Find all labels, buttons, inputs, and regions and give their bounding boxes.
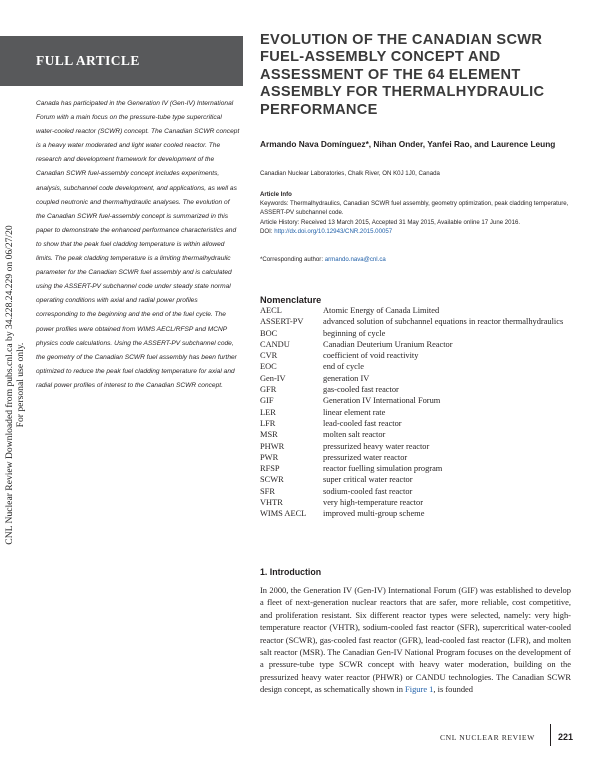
introduction-body bbox=[260, 584, 571, 696]
nomenclature-definition: lead-cooled fast reactor bbox=[323, 418, 402, 428]
nomenclature bbox=[260, 295, 580, 520]
doi-prefix: DOI: bbox=[260, 227, 275, 235]
nomenclature-row bbox=[260, 474, 580, 485]
nomenclature-definition: Canadian Deuterium Uranium Reactor bbox=[323, 339, 453, 349]
doi-link[interactable]: http://dx.doi.org/10.12943/CNR.2015.00057 bbox=[274, 227, 393, 235]
nomenclature-definition: pressurized heavy water reactor bbox=[323, 441, 430, 451]
nomenclature-abbr: PHWR bbox=[260, 441, 285, 451]
article-history: Article History: Received 13 March 2015, Accepted 31 May 2015, Available online 17 June 2016. bbox=[260, 218, 521, 226]
nomenclature-row bbox=[260, 339, 580, 350]
nomenclature-row bbox=[260, 463, 580, 474]
nomenclature-abbr: GIF bbox=[260, 396, 274, 406]
nomenclature-abbr: EOC bbox=[260, 362, 277, 372]
nomenclature-definition: advanced solution of subchannel equations in reactor thermalhydraulics bbox=[323, 317, 564, 327]
nomenclature-row bbox=[260, 486, 580, 497]
nomenclature-abbr: LFR bbox=[260, 418, 276, 428]
nomenclature-row bbox=[260, 407, 580, 418]
nomenclature-row bbox=[260, 395, 580, 406]
corresponding-email-link[interactable]: armando.nava@cnl.ca bbox=[324, 256, 386, 263]
article-title: EVOLUTION OF THE CANADIAN SCWR FUEL-ASSEMBLY CONCEPT AND ASSESSMENT OF THE 64 ELEMENT ASSEMBLY FOR THERMALHYDRAULIC PERFORMANCE bbox=[260, 32, 545, 118]
nomenclature-abbr: CVR bbox=[260, 351, 278, 361]
nomenclature-abbr: Gen-IV bbox=[260, 373, 286, 383]
nomenclature-list bbox=[260, 305, 580, 520]
nomenclature-abbr: CANDU bbox=[260, 339, 290, 349]
nomenclature-definition: super critical water reactor bbox=[323, 475, 413, 485]
nomenclature-abbr: MSR bbox=[260, 430, 278, 440]
watermark-line-1: CNL Nuclear Review Downloaded from pubs.cnl.ca by 34.228.24.229 on 06/27/20 bbox=[4, 225, 15, 545]
nomenclature-abbr: WIMS AECL bbox=[260, 509, 307, 519]
intro-text-end: , is founded bbox=[433, 684, 474, 695]
author-list: Armando Nava Domínguez*, Nihan Onder, Yanfei Rao, and Laurence Leung bbox=[260, 139, 556, 149]
journal-name: CNL NUCLEAR REVIEW bbox=[440, 733, 535, 742]
nomenclature-row bbox=[260, 441, 580, 452]
nomenclature-definition: generation IV bbox=[323, 373, 370, 383]
nomenclature-definition: molten salt reactor bbox=[323, 430, 386, 440]
nomenclature-row bbox=[260, 361, 580, 372]
nomenclature-definition: end of cycle bbox=[323, 362, 364, 372]
nomenclature-row bbox=[260, 429, 580, 440]
nomenclature-abbr: ASSERT-PV bbox=[260, 317, 304, 327]
figure-1-link[interactable]: Figure 1 bbox=[405, 684, 434, 695]
nomenclature-title: Nomenclature bbox=[260, 295, 322, 305]
nomenclature-row bbox=[260, 508, 580, 519]
doi-line bbox=[260, 227, 580, 236]
nomenclature-definition: Atomic Energy of Canada Limited bbox=[323, 306, 440, 315]
nomenclature-row bbox=[260, 497, 580, 508]
nomenclature-definition: coefficient of void reactivity bbox=[323, 351, 419, 361]
nomenclature-definition: very high-temperature reactor bbox=[323, 498, 423, 508]
nomenclature-row bbox=[260, 305, 580, 316]
nomenclature-abbr: AECL bbox=[260, 306, 282, 315]
abstract-text: Canada has participated in the Generation IV (Gen-IV) International Forum with a main focus on the pressure-tube type supercritical water-cooled reactor (SCWR) concept. The Canadian SCWR concept is a heavy water moderated and light water cooled reactor. The research and development framework for development of the Canadian SCWR fuel-assembly concept includes experiments, analysis, subchannel code development, and applications, as well as coupled neutronic and thermalhydraulic analyses. The evolution of the Canadian SCWR fuel-assembly concept is summarized in this paper to demonstrate the enhanced performance characteristics and to show that the peak fuel cladding temperature is within allowed limits. The peak cladding temperature is a limiting thermalhydraulic parameter for the Canadian SCWR fuel assembly and is calculated using the ASSERT-PV subchannel code under steady state normal operating conditions with axial and radial power profiles corresponding to the beginning and the end of the fuel cycle. The power profiles were obtained from WIMS AECL/RFSP and MCNP physics code calculations. Using the ASSERT-PV subchannel code, the geometry of the Canadian SCWR fuel assembly has been further optimized to reduce the peak fuel cladding temperature for axial and radial power profiles of interest to the Canadian SCWR concept. bbox=[36, 100, 240, 389]
nomenclature-definition: improved multi-group scheme bbox=[323, 509, 425, 519]
nomenclature-row bbox=[260, 384, 580, 395]
intro-text: In 2000, the Generation IV (Gen-IV) International Forum (GIF) was established to develop a fleet of next-generation nuclear reactors that are safer, more reliable, cost competitive, and proliferation resistant. Six different reactor types were selected, namely: very high-temperature reactor (VHTR), sodium-cooled fast reactor (SFR), supercritical water-cooled reactor (SCWR), gas-cooled fast reactor (GFR), lead-cooled fast reactor (LFR), and molten salt reactor (MSR). The Canadian Gen-IV National Program focuses on the development of a pressure-tube type SCWR concept with heavy water moderation, building on the pressurized heavy water reactor (PHWR) or CANDU technologies. The Canadian SCWR design concept, as schematically shown in bbox=[260, 585, 571, 695]
nomenclature-abbr: SCWR bbox=[260, 475, 284, 485]
download-watermark bbox=[0, 0, 30, 776]
nomenclature-definition: sodium-cooled fast reactor bbox=[323, 486, 413, 496]
introduction-paragraph bbox=[260, 584, 571, 696]
article-type-banner bbox=[0, 36, 243, 86]
nomenclature-row bbox=[260, 418, 580, 429]
nomenclature-abbr: PWR bbox=[260, 452, 279, 462]
article-info bbox=[260, 190, 580, 236]
nomenclature-row bbox=[260, 350, 580, 361]
nomenclature-abbr: LER bbox=[260, 407, 276, 417]
nomenclature-definition: reactor fuelling simulation program bbox=[323, 464, 443, 474]
affiliation: Canadian Nuclear Laboratories, Chalk River, ON K0J 1J0, Canada bbox=[260, 170, 440, 177]
nomenclature-row bbox=[260, 452, 580, 463]
nomenclature-abbr: GFR bbox=[260, 385, 277, 395]
nomenclature-row bbox=[260, 373, 580, 384]
article-info-heading: Article Info bbox=[260, 191, 292, 198]
page-number: 221 bbox=[558, 732, 574, 742]
footer-divider bbox=[550, 724, 551, 746]
nomenclature-row bbox=[260, 328, 580, 339]
nomenclature-abbr: RFSP bbox=[260, 464, 280, 474]
corresponding-author bbox=[260, 256, 580, 263]
nomenclature-definition: beginning of cycle bbox=[323, 328, 386, 338]
nomenclature-abbr: BOC bbox=[260, 328, 278, 338]
nomenclature-row bbox=[260, 316, 580, 327]
nomenclature-definition: Generation IV International Forum bbox=[323, 396, 441, 406]
watermark-line-2: For personal use only. bbox=[15, 342, 26, 428]
article-type-label: FULL ARTICLE bbox=[36, 53, 140, 68]
nomenclature-definition: pressurized water reactor bbox=[323, 452, 408, 462]
section-heading: 1. Introduction bbox=[260, 567, 322, 577]
nomenclature-abbr: SFR bbox=[260, 486, 275, 496]
nomenclature-abbr: VHTR bbox=[260, 498, 283, 508]
abstract bbox=[36, 97, 240, 393]
corresponding-prefix: *Corresponding author: bbox=[260, 256, 325, 263]
nomenclature-definition: linear element rate bbox=[323, 407, 386, 417]
keywords: Keywords: Thermalhydraulics, Canadian SCWR fuel assembly, geometry optimization, peak cladding temperature, ASSERT-PV subchannel code. bbox=[260, 200, 569, 217]
nomenclature-definition: gas-cooled fast reactor bbox=[323, 385, 399, 395]
